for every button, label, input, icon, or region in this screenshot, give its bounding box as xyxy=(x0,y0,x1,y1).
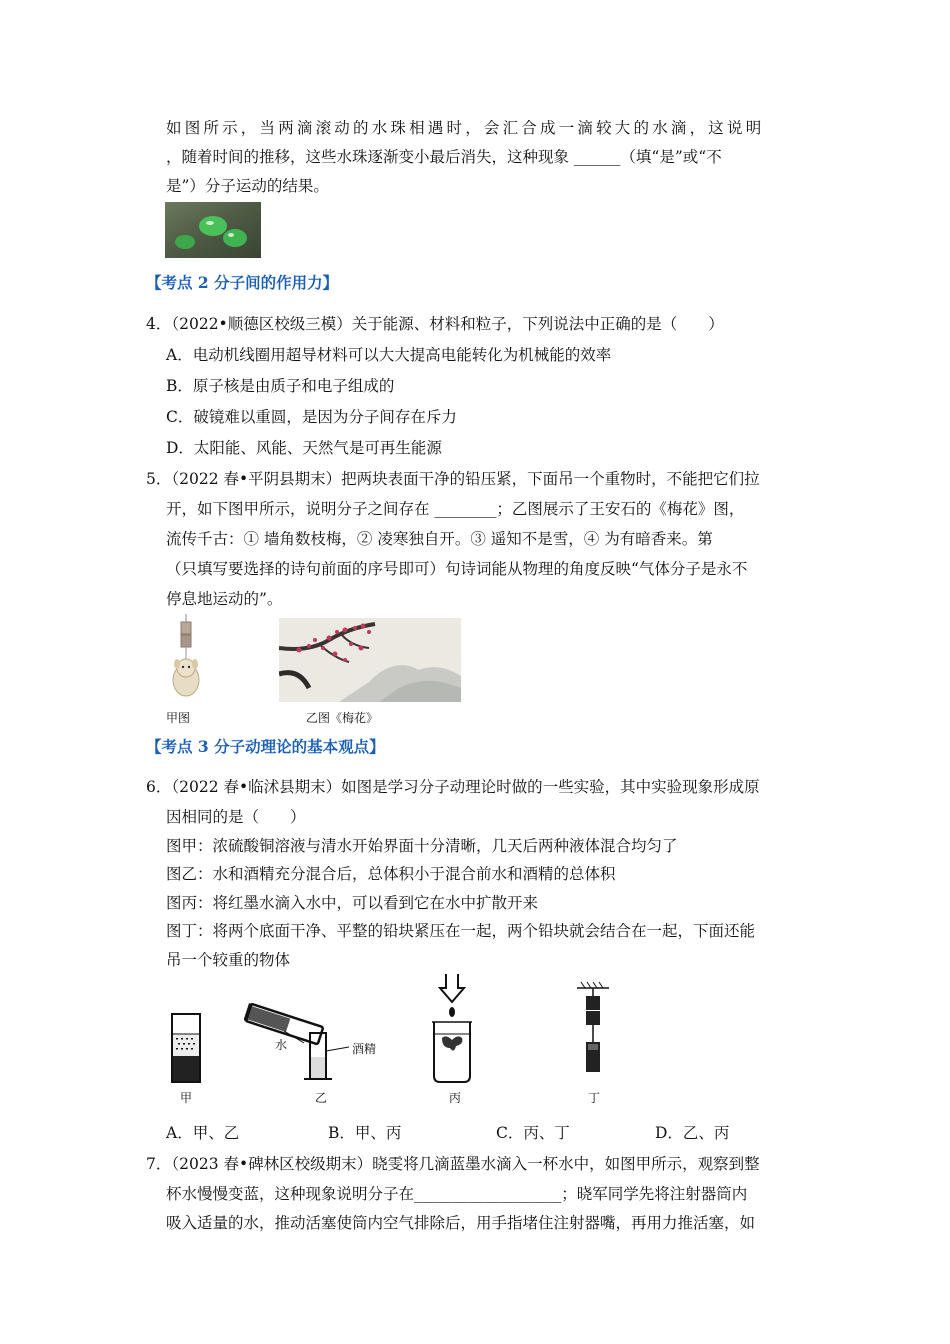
q6-option-a: A．甲、乙 xyxy=(166,1124,240,1142)
fig-label-bing: 丙 xyxy=(449,1091,462,1105)
fig-ding-lead-blocks xyxy=(575,980,611,1080)
q6-fig-bing-desc: 图丙：将红墨水滴入水中，可以看到它在水中扩散开来 xyxy=(166,894,539,912)
q7-line-1: 7．（2023 春•碑林区校级期末）晓雯将几滴蓝墨水滴入一杯水中，如图甲所示，观察到整 xyxy=(146,1155,760,1173)
caption-yi: 乙图《梅花》 xyxy=(306,711,379,725)
q6-fig-jia-desc: 图甲：浓硫酸铜溶液与清水开始界面十分清晰，几天后两种液体混合均匀了 xyxy=(166,837,678,855)
intro-line-3: 是”）分子运动的结果。 xyxy=(166,177,329,195)
q4-option-a: A．电动机线圈用超导材料可以大大提高电能转化为机械能的效率 xyxy=(166,346,612,364)
caption-jia: 甲图 xyxy=(166,711,191,725)
q4-option-b: B．原子核是由质子和电子组成的 xyxy=(166,377,395,395)
q6-fig-ding-desc-2: 吊一个较重的物体 xyxy=(166,951,291,969)
q6-line-1: 6．（2022 春•临沭县期末）如图是学习分子动理论时做的一些实验，其中实验现象形成原 xyxy=(146,778,760,796)
q6-option-c: C．丙、丁 xyxy=(496,1124,570,1142)
fig-label-jia: 甲 xyxy=(180,1091,193,1105)
q5-line-4: （只填写要选择的诗句前面的序号即可）句诗词能从物理的角度反映“气体分子是永不 xyxy=(166,560,748,578)
plum-blossom-painting xyxy=(279,618,461,702)
intro-line-2: ，随着时间的推移，这些水珠逐渐变小最后消失，这种现象 ______（填“是”或“不 xyxy=(166,148,722,166)
q5-line-2: 开，如下图甲所示，说明分子之间存在 ________；乙图展示了王安石的《梅花》图， xyxy=(166,500,745,518)
q6-fig-yi-desc: 图乙：水和酒精充分混合后，总体积小于混合前水和酒精的总体积 xyxy=(166,865,616,883)
fig-label-ding: 丁 xyxy=(588,1091,601,1105)
fig-bing-ink-beaker xyxy=(428,972,476,1084)
fig-label-yi: 乙 xyxy=(315,1091,328,1105)
q7-line-2: 杯水慢慢变蓝，这种现象说明分子在___________________；晓军同学先将注射器筒内 xyxy=(166,1185,748,1203)
q5-line-1: 5．（2022 春•平阴县期末）把两块表面干净的铅压紧，下面吊一个重物时，不能把它们拉 xyxy=(146,470,760,488)
q6-line-2: 因相同的是（ ） xyxy=(166,808,306,826)
q4-option-d: D．太阳能、风能、天然气是可再生能源 xyxy=(166,439,442,457)
label-alcohol: 酒精 xyxy=(352,1042,377,1056)
q6-option-b: B．甲、丙 xyxy=(328,1124,402,1142)
intro-line-1: 如图所示，当两滴滚动的水珠相遇时，会汇合成一滴较大的水滴，这说明 xyxy=(166,119,765,137)
q7-line-3: 吸入适量的水，推动活塞使筒内空气排除后，用手指堵住注射器嘴，再用力推活塞，如 xyxy=(166,1214,756,1232)
section-heading-3: 【考点 3 分子动理论的基本观点】 xyxy=(146,737,385,756)
section-heading-2: 【考点 2 分子间的作用力】 xyxy=(146,273,339,292)
q5-line-5: 停息地运动的”。 xyxy=(166,590,283,608)
label-water: 水 xyxy=(275,1038,288,1052)
q5-line-3: 流传千古：① 墙角数枝梅，② 凌寒独自开。③ 遥知不是雪，④ 为有暗香来。第 xyxy=(166,530,713,548)
lead-blocks-figure xyxy=(166,614,206,706)
q6-fig-ding-desc-1: 图丁：将两个底面干净、平整的铅块紧压在一起，两个铅块就会结合在一起，下面还能 xyxy=(166,922,756,940)
water-drops-photo xyxy=(165,202,261,258)
fig-jia-diffusion-cylinder xyxy=(166,1012,206,1084)
q4-option-c: C．破镜难以重圆，是因为分子间存在斥力 xyxy=(166,408,457,426)
q4-stem: 4．（2022•顺德区校级三模）关于能源、材料和粒子，下列说法中正确的是（ ） xyxy=(146,315,724,333)
q6-option-d: D．乙、丙 xyxy=(655,1124,730,1142)
